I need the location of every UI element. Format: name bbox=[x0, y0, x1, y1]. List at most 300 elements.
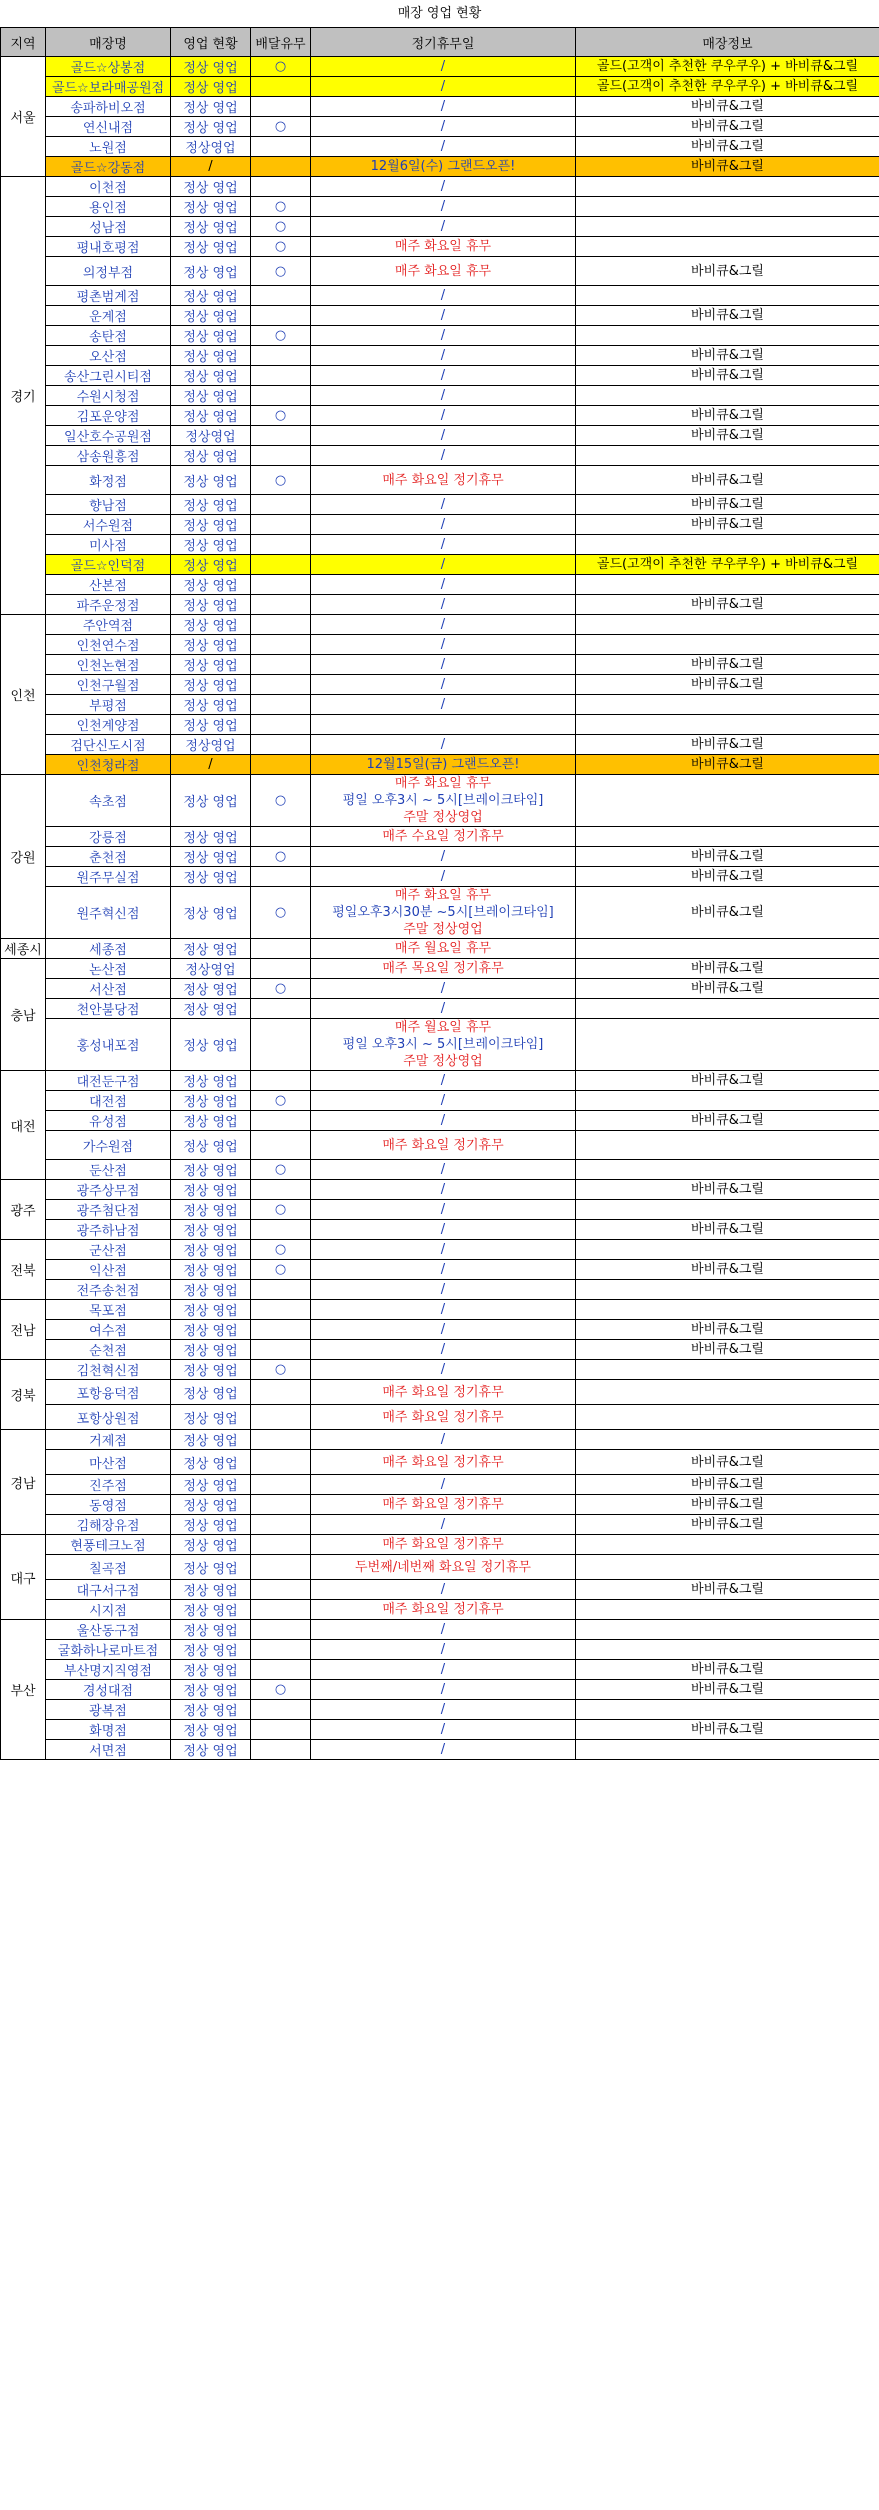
status-cell: 정상 영업 bbox=[171, 97, 251, 117]
delivery-cell: ○ bbox=[251, 406, 311, 426]
store-name-cell: 군산점 bbox=[46, 1240, 171, 1260]
holiday-cell: 매주 목요일 정기휴무 bbox=[311, 959, 576, 979]
holiday-cell: / bbox=[311, 406, 576, 426]
store-name-cell: 인천연수점 bbox=[46, 635, 171, 655]
store-row bbox=[1, 326, 879, 346]
delivery-cell bbox=[251, 1640, 311, 1660]
holiday-cell: / bbox=[311, 446, 576, 466]
status-cell: 정상 영업 bbox=[171, 867, 251, 887]
store-row bbox=[1, 515, 879, 535]
status-cell: 정상 영업 bbox=[171, 1131, 251, 1160]
header-name: 매장명 bbox=[46, 28, 171, 57]
store-row bbox=[1, 1091, 879, 1111]
store-row bbox=[1, 847, 879, 867]
store-info-cell: 바비큐&그릴 bbox=[576, 1475, 879, 1495]
status-cell: 정상 영업 bbox=[171, 1620, 251, 1640]
status-cell: 정상 영업 bbox=[171, 495, 251, 515]
delivery-cell bbox=[251, 446, 311, 466]
store-info-cell bbox=[576, 635, 879, 655]
delivery-cell bbox=[251, 346, 311, 366]
store-name-cell: 골드☆인덕점 bbox=[46, 555, 171, 575]
store-info-cell bbox=[576, 1280, 879, 1300]
store-name-cell: 진주점 bbox=[46, 1475, 171, 1495]
status-cell: 정상 영업 bbox=[171, 595, 251, 615]
store-name-cell: 대전둔구점 bbox=[46, 1071, 171, 1091]
store-row bbox=[1, 939, 879, 959]
holiday-cell: 매주 화요일 정기휴무 bbox=[311, 1450, 576, 1475]
store-row bbox=[1, 675, 879, 695]
store-row bbox=[1, 406, 879, 426]
store-info-cell bbox=[576, 1019, 879, 1071]
delivery-cell: ○ bbox=[251, 979, 311, 999]
status-cell: 정상 영업 bbox=[171, 197, 251, 217]
store-row bbox=[1, 97, 879, 117]
holiday-cell: 매주 수요일 정기휴무 bbox=[311, 827, 576, 847]
store-row bbox=[1, 77, 879, 97]
delivery-cell: ○ bbox=[251, 197, 311, 217]
status-cell: 정상 영업 bbox=[171, 177, 251, 197]
holiday-cell: / bbox=[311, 1240, 576, 1260]
store-row bbox=[1, 1300, 879, 1320]
store-row bbox=[1, 157, 879, 177]
store-row bbox=[1, 979, 879, 999]
status-cell: 정상 영업 bbox=[171, 1260, 251, 1280]
holiday-cell: / bbox=[311, 97, 576, 117]
header-delivery: 배달유무 bbox=[251, 28, 311, 57]
delivery-cell bbox=[251, 959, 311, 979]
status-cell: 정상 영업 bbox=[171, 286, 251, 306]
store-name-cell: 칠곡점 bbox=[46, 1555, 171, 1580]
store-info-cell bbox=[576, 999, 879, 1019]
delivery-cell: ○ bbox=[251, 117, 311, 137]
store-info-cell bbox=[576, 1600, 879, 1620]
store-info-cell bbox=[576, 177, 879, 197]
store-row bbox=[1, 635, 879, 655]
delivery-cell bbox=[251, 1740, 311, 1760]
store-row bbox=[1, 197, 879, 217]
store-status-table bbox=[0, 27, 879, 1760]
store-info-cell: 바비큐&그릴 bbox=[576, 887, 879, 939]
status-cell: 정상 영업 bbox=[171, 1220, 251, 1240]
holiday-cell: / bbox=[311, 1340, 576, 1360]
delivery-cell bbox=[251, 867, 311, 887]
delivery-cell: ○ bbox=[251, 1200, 311, 1220]
region-cell: 대전 bbox=[1, 1071, 46, 1180]
status-cell: 정상영업 bbox=[171, 426, 251, 446]
store-row bbox=[1, 775, 879, 827]
store-info-cell bbox=[576, 1240, 879, 1260]
store-info-cell bbox=[576, 1380, 879, 1405]
store-info-cell bbox=[576, 939, 879, 959]
store-info-cell: 바비큐&그릴 bbox=[576, 257, 879, 286]
store-info-cell: 바비큐&그릴 bbox=[576, 655, 879, 675]
region-cell: 경기 bbox=[1, 177, 46, 615]
delivery-cell: ○ bbox=[251, 1160, 311, 1180]
store-row bbox=[1, 426, 879, 446]
delivery-cell bbox=[251, 715, 311, 735]
status-cell: 정상영업 bbox=[171, 735, 251, 755]
store-info-cell: 바비큐&그릴 bbox=[576, 867, 879, 887]
store-row bbox=[1, 446, 879, 466]
status-cell: 정상 영업 bbox=[171, 1475, 251, 1495]
store-row bbox=[1, 1071, 879, 1091]
holiday-cell: 매주 화요일 정기휴무 bbox=[311, 1495, 576, 1515]
store-row bbox=[1, 655, 879, 675]
holiday-cell: / bbox=[311, 575, 576, 595]
store-row bbox=[1, 535, 879, 555]
store-info-cell bbox=[576, 1200, 879, 1220]
delivery-cell bbox=[251, 535, 311, 555]
store-name-cell: 둔산점 bbox=[46, 1160, 171, 1180]
store-info-cell: 바비큐&그릴 bbox=[576, 1220, 879, 1240]
status-cell: 정상 영업 bbox=[171, 1495, 251, 1515]
delivery-cell bbox=[251, 1320, 311, 1340]
status-cell: 정상 영업 bbox=[171, 775, 251, 827]
header-row bbox=[1, 28, 879, 57]
delivery-cell bbox=[251, 366, 311, 386]
holiday-cell: / bbox=[311, 535, 576, 555]
store-row bbox=[1, 1111, 879, 1131]
status-cell: 정상 영업 bbox=[171, 346, 251, 366]
store-info-cell: 바비큐&그릴 bbox=[576, 117, 879, 137]
store-info-cell bbox=[576, 1620, 879, 1640]
store-row bbox=[1, 1740, 879, 1760]
holiday-cell: 12월15일(금) 그랜드오픈! bbox=[311, 755, 576, 775]
store-info-cell: 바비큐&그릴 bbox=[576, 515, 879, 535]
region-cell: 강원 bbox=[1, 775, 46, 939]
holiday-cell: / bbox=[311, 1111, 576, 1131]
status-cell: 정상 영업 bbox=[171, 1200, 251, 1220]
store-name-cell: 이천점 bbox=[46, 177, 171, 197]
store-info-cell bbox=[576, 1360, 879, 1380]
status-cell: 정상 영업 bbox=[171, 827, 251, 847]
store-name-cell: 골드☆보라매공원점 bbox=[46, 77, 171, 97]
status-cell: 정상 영업 bbox=[171, 1660, 251, 1680]
delivery-cell bbox=[251, 1515, 311, 1535]
delivery-cell bbox=[251, 1380, 311, 1405]
store-info-cell bbox=[576, 1091, 879, 1111]
header-info: 매장정보 bbox=[576, 28, 879, 57]
store-info-cell: 바비큐&그릴 bbox=[576, 1340, 879, 1360]
holiday-cell: / bbox=[311, 1280, 576, 1300]
holiday-cell: / bbox=[311, 177, 576, 197]
delivery-cell: ○ bbox=[251, 217, 311, 237]
status-cell: 정상 영업 bbox=[171, 1320, 251, 1340]
store-row bbox=[1, 1620, 879, 1640]
status-cell: 정상영업 bbox=[171, 137, 251, 157]
store-info-cell bbox=[576, 237, 879, 257]
status-cell: 정상 영업 bbox=[171, 1450, 251, 1475]
store-info-cell: 바비큐&그릴 bbox=[576, 366, 879, 386]
store-row bbox=[1, 827, 879, 847]
store-info-cell: 바비큐&그릴 bbox=[576, 426, 879, 446]
sheet-title: 매장 영업 현황 bbox=[397, 6, 482, 21]
store-name-cell: 시지점 bbox=[46, 1600, 171, 1620]
header-holiday: 정기휴무일 bbox=[311, 28, 576, 57]
holiday-cell: / bbox=[311, 1640, 576, 1660]
holiday-cell: / bbox=[311, 1680, 576, 1700]
store-info-cell: 바비큐&그릴 bbox=[576, 406, 879, 426]
delivery-cell bbox=[251, 635, 311, 655]
holiday-cell: / bbox=[311, 1320, 576, 1340]
store-name-cell: 평내호평점 bbox=[46, 237, 171, 257]
delivery-cell bbox=[251, 1700, 311, 1720]
store-name-cell: 인천청라점 bbox=[46, 755, 171, 775]
holiday-cell: 매주 화요일 정기휴무 bbox=[311, 1380, 576, 1405]
status-cell: 정상 영업 bbox=[171, 1600, 251, 1620]
holiday-line: 주말 정상영업 bbox=[403, 1054, 483, 1069]
store-row bbox=[1, 1430, 879, 1450]
holiday-cell bbox=[311, 1019, 576, 1071]
store-name-cell: 동영점 bbox=[46, 1495, 171, 1515]
store-name-cell: 김천혁신점 bbox=[46, 1360, 171, 1380]
delivery-cell bbox=[251, 286, 311, 306]
delivery-cell bbox=[251, 97, 311, 117]
status-cell: 정상 영업 bbox=[171, 715, 251, 735]
store-name-cell: 광주하남점 bbox=[46, 1220, 171, 1240]
store-info-cell: 바비큐&그릴 bbox=[576, 97, 879, 117]
delivery-cell bbox=[251, 595, 311, 615]
store-row bbox=[1, 57, 879, 77]
delivery-cell bbox=[251, 1111, 311, 1131]
delivery-cell bbox=[251, 515, 311, 535]
status-cell: 정상 영업 bbox=[171, 1180, 251, 1200]
status-cell: 정상 영업 bbox=[171, 77, 251, 97]
store-info-cell: 바비큐&그릴 bbox=[576, 1320, 879, 1340]
holiday-cell: / bbox=[311, 1091, 576, 1111]
holiday-line: 매주 화요일 휴무 bbox=[394, 888, 492, 903]
holiday-cell: / bbox=[311, 386, 576, 406]
status-cell: 정상 영업 bbox=[171, 257, 251, 286]
delivery-cell: ○ bbox=[251, 57, 311, 77]
store-info-cell: 바비큐&그릴 bbox=[576, 1580, 879, 1600]
holiday-cell: / bbox=[311, 217, 576, 237]
store-row bbox=[1, 1535, 879, 1555]
store-name-cell: 목포점 bbox=[46, 1300, 171, 1320]
store-name-cell: 대구서구점 bbox=[46, 1580, 171, 1600]
store-info-cell: 바비큐&그릴 bbox=[576, 466, 879, 495]
holiday-cell: / bbox=[311, 326, 576, 346]
status-cell: 정상 영업 bbox=[171, 1580, 251, 1600]
status-cell: 정상 영업 bbox=[171, 1280, 251, 1300]
store-row bbox=[1, 735, 879, 755]
store-name-cell: 익산점 bbox=[46, 1260, 171, 1280]
store-info-cell: 골드(고객이 추천한 쿠우쿠우) + 바비큐&그릴 bbox=[576, 77, 879, 97]
delivery-cell bbox=[251, 675, 311, 695]
holiday-cell: / bbox=[311, 615, 576, 635]
store-row bbox=[1, 1200, 879, 1220]
store-info-cell bbox=[576, 1300, 879, 1320]
store-info-cell: 바비큐&그릴 bbox=[576, 1720, 879, 1740]
store-info-cell: 바비큐&그릴 bbox=[576, 675, 879, 695]
store-name-cell: 포항융덕점 bbox=[46, 1380, 171, 1405]
store-name-cell: 원주무실점 bbox=[46, 867, 171, 887]
store-info-cell bbox=[576, 615, 879, 635]
region-cell: 경남 bbox=[1, 1430, 46, 1535]
holiday-cell: / bbox=[311, 137, 576, 157]
store-row bbox=[1, 1495, 879, 1515]
delivery-cell bbox=[251, 1220, 311, 1240]
holiday-cell bbox=[311, 887, 576, 939]
status-cell: 정상 영업 bbox=[171, 1111, 251, 1131]
store-info-cell bbox=[576, 1131, 879, 1160]
delivery-cell bbox=[251, 735, 311, 755]
store-info-cell: 바비큐&그릴 bbox=[576, 306, 879, 326]
holiday-cell: / bbox=[311, 515, 576, 535]
store-name-cell: 포항상원점 bbox=[46, 1405, 171, 1430]
delivery-cell: ○ bbox=[251, 847, 311, 867]
holiday-cell: / bbox=[311, 1430, 576, 1450]
holiday-cell: / bbox=[311, 1300, 576, 1320]
status-cell: 정상 영업 bbox=[171, 999, 251, 1019]
store-info-cell: 골드(고객이 추천한 쿠우쿠우) + 바비큐&그릴 bbox=[576, 57, 879, 77]
store-row bbox=[1, 117, 879, 137]
store-info-cell bbox=[576, 1640, 879, 1660]
status-cell: 정상 영업 bbox=[171, 535, 251, 555]
status-cell: 정상 영업 bbox=[171, 515, 251, 535]
status-cell: 정상 영업 bbox=[171, 1405, 251, 1430]
holiday-cell: / bbox=[311, 1071, 576, 1091]
store-name-cell: 김포운양점 bbox=[46, 406, 171, 426]
store-name-cell: 연신내점 bbox=[46, 117, 171, 137]
delivery-cell bbox=[251, 755, 311, 775]
store-name-cell: 수원시청점 bbox=[46, 386, 171, 406]
delivery-cell: ○ bbox=[251, 257, 311, 286]
store-name-cell: 파주운정점 bbox=[46, 595, 171, 615]
status-cell: 정상 영업 bbox=[171, 655, 251, 675]
holiday-cell: / bbox=[311, 426, 576, 446]
status-cell: 정상 영업 bbox=[171, 847, 251, 867]
store-row bbox=[1, 755, 879, 775]
holiday-cell: 매주 화요일 정기휴무 bbox=[311, 1405, 576, 1430]
holiday-cell: / bbox=[311, 1220, 576, 1240]
store-row bbox=[1, 217, 879, 237]
store-name-cell: 미사점 bbox=[46, 535, 171, 555]
holiday-cell: / bbox=[311, 847, 576, 867]
store-row bbox=[1, 1340, 879, 1360]
store-info-cell: 바비큐&그릴 bbox=[576, 959, 879, 979]
delivery-cell bbox=[251, 1300, 311, 1320]
store-name-cell: 인천논현점 bbox=[46, 655, 171, 675]
store-row bbox=[1, 959, 879, 979]
store-row bbox=[1, 1720, 879, 1740]
delivery-cell: ○ bbox=[251, 466, 311, 495]
store-name-cell: 평촌범계점 bbox=[46, 286, 171, 306]
store-info-cell: 바비큐&그릴 bbox=[576, 1111, 879, 1131]
holiday-cell: / bbox=[311, 979, 576, 999]
status-cell: 정상 영업 bbox=[171, 237, 251, 257]
holiday-cell: / bbox=[311, 1580, 576, 1600]
holiday-line: 평일 오후3시 ~ 5시[브레이크타임] bbox=[342, 1037, 544, 1052]
holiday-cell bbox=[311, 775, 576, 827]
store-row bbox=[1, 1405, 879, 1430]
store-name-cell: 서수원점 bbox=[46, 515, 171, 535]
region-cell: 인천 bbox=[1, 615, 46, 775]
store-row bbox=[1, 595, 879, 615]
store-name-cell: 인천구월점 bbox=[46, 675, 171, 695]
store-info-cell: 바비큐&그릴 bbox=[576, 1495, 879, 1515]
store-info-cell: 바비큐&그릴 bbox=[576, 1660, 879, 1680]
store-row bbox=[1, 237, 879, 257]
store-info-cell bbox=[576, 575, 879, 595]
delivery-cell bbox=[251, 1555, 311, 1580]
store-name-cell: 천안불당점 bbox=[46, 999, 171, 1019]
store-info-cell: 바비큐&그릴 bbox=[576, 157, 879, 177]
holiday-cell: / bbox=[311, 635, 576, 655]
store-name-cell: 속초점 bbox=[46, 775, 171, 827]
delivery-cell bbox=[251, 575, 311, 595]
delivery-cell bbox=[251, 1450, 311, 1475]
status-cell: 정상 영업 bbox=[171, 575, 251, 595]
store-info-cell: 바비큐&그릴 bbox=[576, 1260, 879, 1280]
status-cell: 정상 영업 bbox=[171, 1555, 251, 1580]
store-name-cell: 가수원점 bbox=[46, 1131, 171, 1160]
status-cell: 정상 영업 bbox=[171, 406, 251, 426]
holiday-cell: / bbox=[311, 77, 576, 97]
delivery-cell bbox=[251, 999, 311, 1019]
region-cell: 대구 bbox=[1, 1535, 46, 1620]
status-cell: 정상 영업 bbox=[171, 979, 251, 999]
status-cell: 정상 영업 bbox=[171, 306, 251, 326]
holiday-cell: / bbox=[311, 286, 576, 306]
status-cell: 정상 영업 bbox=[171, 366, 251, 386]
delivery-cell bbox=[251, 615, 311, 635]
delivery-cell: ○ bbox=[251, 237, 311, 257]
status-cell: 정상 영업 bbox=[171, 1071, 251, 1091]
delivery-cell bbox=[251, 1071, 311, 1091]
holiday-cell: / bbox=[311, 346, 576, 366]
store-row bbox=[1, 306, 879, 326]
store-name-cell: 세종점 bbox=[46, 939, 171, 959]
holiday-cell: / bbox=[311, 867, 576, 887]
status-cell: 정상 영업 bbox=[171, 939, 251, 959]
region-cell: 광주 bbox=[1, 1180, 46, 1240]
region-cell: 세종시 bbox=[1, 939, 46, 959]
store-row bbox=[1, 137, 879, 157]
delivery-cell bbox=[251, 1131, 311, 1160]
store-info-cell: 바비큐&그릴 bbox=[576, 847, 879, 867]
delivery-cell bbox=[251, 1535, 311, 1555]
holiday-cell: / bbox=[311, 117, 576, 137]
holiday-cell: 매주 화요일 휴무 bbox=[311, 237, 576, 257]
store-info-cell bbox=[576, 827, 879, 847]
store-info-cell bbox=[576, 446, 879, 466]
store-info-cell: 바비큐&그릴 bbox=[576, 735, 879, 755]
holiday-cell: / bbox=[311, 1260, 576, 1280]
store-row bbox=[1, 1160, 879, 1180]
store-name-cell: 서산점 bbox=[46, 979, 171, 999]
store-info-cell bbox=[576, 775, 879, 827]
delivery-cell bbox=[251, 157, 311, 177]
status-cell: 정상영업 bbox=[171, 959, 251, 979]
holiday-cell: / bbox=[311, 495, 576, 515]
status-cell: 정상 영업 bbox=[171, 1240, 251, 1260]
holiday-cell: 매주 화요일 휴무 bbox=[311, 257, 576, 286]
holiday-cell: 매주 화요일 정기휴무 bbox=[311, 1535, 576, 1555]
store-info-cell bbox=[576, 286, 879, 306]
store-info-cell: 바비큐&그릴 bbox=[576, 495, 879, 515]
status-cell: 정상 영업 bbox=[171, 1680, 251, 1700]
holiday-cell: / bbox=[311, 675, 576, 695]
delivery-cell: ○ bbox=[251, 1260, 311, 1280]
delivery-cell bbox=[251, 1600, 311, 1620]
store-info-cell: 바비큐&그릴 bbox=[576, 1680, 879, 1700]
delivery-cell bbox=[251, 1495, 311, 1515]
store-name-cell: 인천계양점 bbox=[46, 715, 171, 735]
status-cell: 정상 영업 bbox=[171, 887, 251, 939]
store-row bbox=[1, 1640, 879, 1660]
store-name-cell: 화정점 bbox=[46, 466, 171, 495]
